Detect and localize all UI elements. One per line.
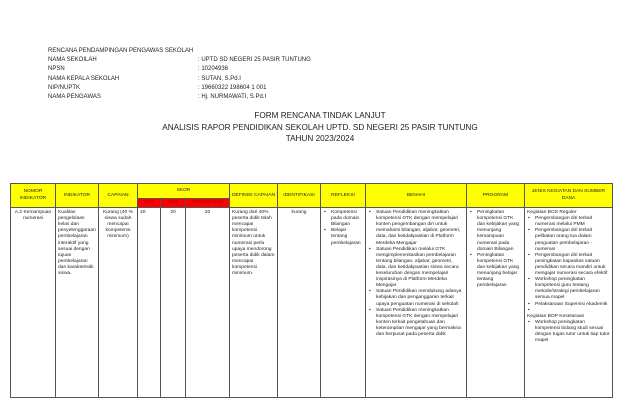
th-nomor: NOMOR INDIKATOR (11, 184, 56, 208)
cell-indikator: Kualitas pengelolaan kelas dan penyelenggaraan pembelajaran interaktif yang sesuai dengan tujuan pembelajaran dan karakteristik siswa. (56, 208, 99, 398)
list-item: ▪ Kompetensi pada domain Bilangan (323, 210, 363, 228)
list-item: ▪ Workshop peningkatan kompetensi bidang studi sesuai dengan tugas tutor untuk tiap tutor mapel (527, 320, 610, 344)
list-item: ▪ Satuan Pendidikan meningkatkan kompetensi GTK dengan mempelajari konten terkait pengetahuan dan keterampilan mengajar yang bermakna dan berpusat pada peserta didik (368, 308, 464, 338)
info-heading: RENCANA PENDAMPINGAN PENGAWAS SEKOLAH (48, 48, 194, 54)
document-title (0, 110, 640, 145)
info-row (48, 65, 311, 74)
cell-benahi (366, 208, 467, 398)
bop-title: Kegiatan BOP Kesetaraan (527, 313, 585, 319)
bullet-list (368, 210, 464, 338)
title-line-1: FORM RENCANA TINDAK LANJUT (254, 111, 386, 120)
th-indikator: INDIKATOR (56, 184, 99, 208)
th-skor-2024: 2024 (161, 199, 186, 208)
list-item: ▪ Pelaksanaan Supervisi Akademik (527, 302, 610, 308)
cell-skor-2023: 40 (138, 208, 161, 398)
info-value: : SUTAN, S.Pd.I (198, 75, 241, 82)
list-item: ▪ Peningkatan kompetensi GTK dan kebijakan yang menunjang kemampuan numerasi pada domain Bilangan (469, 210, 522, 253)
info-value: : UPTD SD NEGERI 25 PASIR TUNTUNG (198, 57, 311, 64)
info-label: NIP/NUPTK (48, 84, 81, 91)
th-program: PROGRAM (467, 184, 525, 208)
table-row (11, 208, 613, 398)
cell-skor-2024: 20 (161, 208, 186, 398)
cell-refleksi (321, 208, 366, 398)
list-item: ▪ Workshop peningkatan kompetensi guru tentang metode/strategi pembelajaran semua mapel (527, 277, 610, 301)
cell-skor-penurunan: 20 (186, 208, 230, 398)
info-label: NPSN (48, 66, 65, 73)
list-item (527, 308, 610, 314)
th-refleksi: REFLEKSI (321, 184, 366, 208)
bullet-list (527, 320, 610, 344)
info-value: : 10204936 (198, 66, 229, 73)
th-skor-penurunan: PENURUNAN (186, 199, 230, 208)
list-item: ▪ Pengembangan diri terkait peningkatan kapasitas satuan pendidikan secara mandiri untuk mengajar numerasi secara efektif (527, 253, 610, 277)
cell-nomor: A.2 Kemampuan numerasi (11, 208, 56, 398)
info-label: NAMA SEKOILAH (48, 57, 97, 64)
th-benahi: BENAHI (366, 184, 467, 208)
info-value: : 19660322 198604 1 001 (198, 84, 267, 91)
th-skor-2023: 2023 (138, 199, 161, 208)
bullet-list (527, 216, 610, 314)
title-line-3: TAHUN 2023/2024 (285, 134, 355, 143)
th-identifikasi: IDENTIFIKASI (278, 184, 321, 208)
info-row (48, 93, 311, 102)
th-capaian: CAPAIAN (99, 184, 138, 208)
th-definisi: DEFINISI CAPAIAN (230, 184, 278, 208)
cell-identifikasi: kurang (278, 208, 321, 398)
list-item: ▪ Belajar tentang pembelajaran (323, 228, 363, 246)
th-jenis: JENIS KEGIATAN DAN SUMBER DANA (525, 184, 613, 208)
info-row (48, 75, 311, 84)
list-item: ▪ Satuan Pendidikan melalui GTK mengimplementasikan pembelajaran tentang bilangan, aljabar, geometri, data, dan ketidakpastian siswa secara keseluruhan dengan mempelajari inspirasinya di Platform Merdeka Mengajar (368, 247, 464, 290)
school-info (48, 47, 311, 102)
list-item: ▪ Pengembangan diri terkait pelibatan orang tua dalam penguatan pembelajaran - numerasi (527, 228, 610, 252)
cell-jenis (525, 208, 613, 398)
bullet-list (469, 210, 522, 289)
info-row (48, 56, 311, 65)
cell-program (467, 208, 525, 398)
rtl-table (10, 183, 613, 398)
bos-title: Kegiatan BOS Reguler (527, 210, 577, 216)
bullet-list (323, 210, 363, 247)
list-item: ▪ Satuan Pendidikan mendukung adanya kebijakan dan penganggaran terkait upaya penguatan numerasi di sekolah (368, 289, 464, 307)
list-item: ▪ Pengembangan diri terkait numerasi melalui PMM (527, 216, 610, 228)
info-value: : Hj. NURMAWATI, S.Pd.I (198, 94, 267, 101)
info-label: NAMA PENGAWAS (48, 94, 101, 101)
list-item: ▪ Satuan Pendidikan meningkatkan kompetensi GTK dengan mempelajari konten pengembangan diri untuk memahami bilangan, aljabar, geometri, data, dan ketidakpastian di Platform Merdeka Mengajar (368, 210, 464, 247)
th-skor: SKOR (138, 184, 230, 199)
list-item: ▪ Peningkatan kompetensi GTK dan kebijakan yang menunjang belajar tentang pembelajaran (469, 253, 522, 290)
cell-definisi: Kurang dari 40% peserta didik telah mencapai kompetensi minimum untuk numerasi perlu upaya mendorong peserta didik dalam mencapai kompetensi minimum. (230, 208, 278, 398)
info-row (48, 84, 311, 93)
title-line-2: ANALISIS RAPOR PENDIDIKAN SEKOLAH UPTD. SD NEGERI 25 PASIR TUNTUNG (162, 122, 478, 132)
cell-capaian: Kurang (40 % siswa sudah mencapai kompetensi minimum) (99, 208, 138, 398)
info-label: NAMA KEPALA SEKOLAH (48, 75, 120, 82)
